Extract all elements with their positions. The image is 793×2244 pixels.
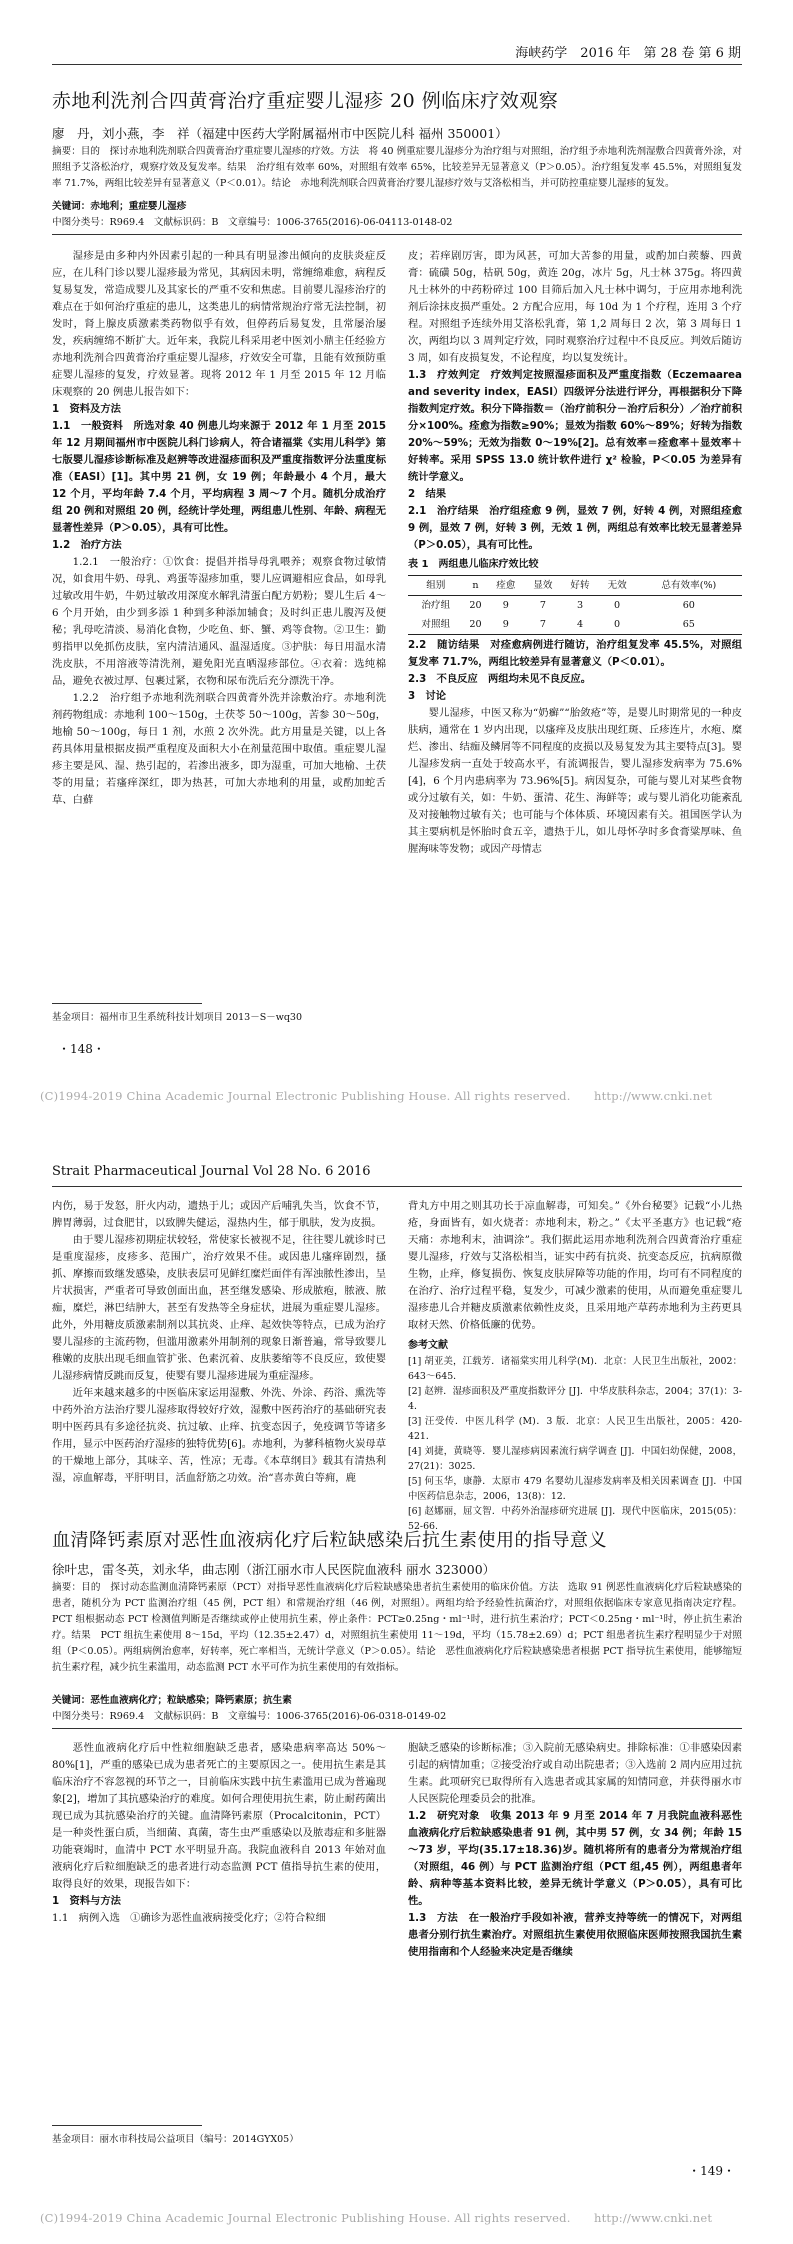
body-paragraph: 恶性血液病化疗后中性粒细胞缺乏患者，感染患病率高达 50%～80%[1]，严重的感染已成为患者死亡的主要原因之一。使用抗生素是其临床治疗不容忽视的环节之一，目前临床实践中抗生素滥用已成为普遍现象[2]，增加了其抗感染治疗的难度。如何合理使用抗生素，防止耐药菌出现已成为其抗感染治疗的关键。血清降钙素原（Procalcitonin，PCT）是一种炎性蛋白质，当细菌、真菌，寄生虫严重感染以及脓毒症和多脏器功能衰竭时，血清中 PCT 水平明显升高。我院血液科自 2013 年始对血液病化疗后粒细胞缺乏的患者进行动态监测 PCT 值指导抗生素的使用，取得良好的效果，现报告如下： xyxy=(52,1742,386,1890)
table-header-cell: 痊愈 xyxy=(487,576,524,596)
body-paragraph: 内伤，易于发怒，肝火内动，遗热于儿；或因产后哺乳失当，饮食不节，脾胃薄弱，过食肥甘，以致脾失健运，湿热内生，郁于肌肤，发为皮损。 xyxy=(52,1200,386,1229)
page-number: ・148・ xyxy=(58,1042,105,1056)
body-paragraph: 胞缺乏感染的诊断标准；③入院前无感染病史。排除标准：①非感染因素引起的病情加重；②接受治疗或自动出院患者；③入选前 2 周内应用过抗生素。此项研究已取得所有入选患者或其家属的知情同意，并获得丽水市人民医院伦理委员会的批准。 xyxy=(408,1742,742,1805)
section-heading-paragraph: 1 资料及方法 xyxy=(52,403,121,415)
header-rule xyxy=(52,1186,742,1187)
table-cell: 治疗组 xyxy=(421,600,451,611)
footnote: 基金项目：丽水市科技局公益项目（编号：2014GYX05） xyxy=(52,2134,299,2145)
section-heading-paragraph: 2.3 不良反应 两组均未见不良反应。 xyxy=(408,673,591,685)
abstract-rule xyxy=(52,234,742,235)
left-column xyxy=(52,1198,386,1510)
right-column xyxy=(408,1198,742,1534)
table-cell: 7 xyxy=(524,615,561,635)
table-cell: 60 xyxy=(682,600,695,611)
footnote-rule xyxy=(52,2125,202,2126)
reference-item: [1] 胡亚美，江载芳．诸福棠实用儿科学(M)．北京：人民卫生出版社，2002：643～645． xyxy=(408,1356,742,1382)
right-column xyxy=(408,248,742,858)
article-title: 血清降钙素原对恶性血液病化疗后粒缺感染后抗生素使用的指导意义 xyxy=(52,1530,607,1551)
body-paragraph: 1.1 病例入选 ①确诊为恶性血液病接受化疗；②符合粒细 xyxy=(52,1912,326,1924)
abstract: 摘要：目的 探讨动态监测血清降钙素原（PCT）对指导恶性血液病化疗后粒缺感染患者抗生素使用的临床价值。方法 选取 91 例恶性血液病化疗后粒缺感染的患者，随机分为 PCT 监测治疗组（45 例，PCT 组）和常规治疗组（46 例，对照组）。两组均给予经验性抗菌治疗，对照组依据临床专家意见指南决定疗程。PCT 组根据动态 PCT 检测值判断是否继续或停止使用抗生素，停止条件：PCT≥0.25ng・ml⁻¹时，进行抗生素治疗；PCT＜0.25ng・ml⁻¹时，停止抗生素治疗。结果 PCT 组抗生素使用 8～15d，平均（12.35±2.47）d，对照组抗生素使用 11～19d，平均（15.78±2.69）d；PCT 组患者抗生素疗程明显少于对照组（P＜0.05）。两组病例治愈率，好转率，死亡率相当，无统计学意义（P＞0.05）。结论 恶性血液病化疗后粒缺感染患者根据 PCT 指导抗生素使用，能够缩短抗生素疗程，减少抗生素滥用，动态监测 PCT 水平可作为抗生素使用的有效指标。 xyxy=(52,1582,742,1673)
reference-item: [5] 何玉华，康静．太原市 479 名婴幼儿湿疹发病率及相关因素调查 [J]．中国中医药信息杂志，2006，13(8)：12． xyxy=(408,1476,742,1502)
section-heading-paragraph: 2.2 随访结果 对痊愈病例进行随访，治疗组复发率 45.5%，对照组复发率 71.7%，两组比较差异有显著意义（P＜0.01）。 xyxy=(408,639,742,668)
section-heading-paragraph: 1.2 研究对象 收集 2013 年 9 月至 2014 年 7 月我院血液科恶性血液病化疗后粒缺感染患者 91 例，其中男 57 例，女 34 例；年龄 15～73 岁，平均(35.17±18.36)岁。随机将所有的患者分为常规治疗组（对照组，46 例）与 PCT 监测治疗组（PCT 组,45 例），两组患者年龄、病种等基本资料比较，差异无统计学意义（P＞0.05），具有可比性。 xyxy=(408,1810,742,1907)
efficacy-table xyxy=(408,575,742,635)
body-paragraph: 近年来越来越多的中医临床家运用湿敷、外洗、外涂、药浴、熏洗等中药外治方法治疗婴儿湿疹取得较好疗效，湿敷中医药治疗的基础研究表明中医药具有多途径抗炎、抗过敏、止痒、抗变态因子，免疫调节等诸多作用，显示中医药治疗湿疹的独特优势[6]。赤地利，为蓼科植物火炭母草的干燥地上部分，其味辛、苦，性凉；无毒。《本草纲目》载其有清热利湿，凉血解毒，平肝明目，活血舒筋之功效。治“喜赤黄白等痈，鹿 xyxy=(52,1387,386,1484)
classification: 中图分类号：R969.4 文献标识码：B 文章编号：1006-3765(2016)-06-0318-0149-02 xyxy=(52,1711,447,1722)
body-paragraph: 皮；若痒剧厉害，即为风甚，可加大苦参的用量，或酌加白蒺藜、四黄膏：硫磺 50g，枯矾 50g，黄连 20g，冰片 5g，凡士林 375g。将四黄凡士林外的中药粉碎过 100 目筛后加入凡士林中调匀，于应用赤地利洗剂后涂抹皮损严重处。2 方配合应用，每 10d 为 1 个疗程，连用 3 个疗程。对照组予连续外用艾洛松乳膏，第 1,2 周每日 2 次，第 3 周每日 1 次，两组均以 3 周判定疗效，同时观察治疗过程中不良反应。判效后随访 3 周，如有皮损复发，不论程度，均以复发统计。 xyxy=(408,250,742,364)
classification: 中图分类号：R969.4 文献标识码：B 文章编号：1006-3765(2016)-06-04113-0148-02 xyxy=(52,217,453,228)
section-heading-paragraph: 1 资料与方法 xyxy=(52,1895,121,1907)
left-column-2 xyxy=(52,1740,386,2120)
table-header-cell: 总有效率(%) xyxy=(636,576,742,596)
reference-item: [6] 赵娜丽，屈文智．中药外治湿疹研究进展 [J]．现代中医临床，2015(05)：52-66. xyxy=(408,1506,742,1532)
references xyxy=(408,1354,742,1534)
table-cell: 3 xyxy=(576,600,584,611)
watermark: (C)1994-2019 China Academic Journal Electronic Publishing House. All rights reserved. http://www.cnki.net xyxy=(40,1089,713,1103)
article-authors: 廖 丹，刘小燕，李 祥（福建中医药大学附属福州市中医院儿科 福州 350001） xyxy=(52,126,508,141)
table-cell: 0 xyxy=(614,600,621,611)
table-row xyxy=(408,615,742,635)
keywords: 关键词：恶性血液病化疗；粒缺感染；降钙素原；抗生素 xyxy=(52,1695,292,1706)
table-cell: 20 xyxy=(464,615,488,635)
section-heading-paragraph: 1.2 治疗方法 xyxy=(52,539,122,551)
left-column xyxy=(52,248,386,998)
page-149 xyxy=(0,1122,793,2244)
header-rule xyxy=(52,64,742,65)
article-title: 赤地利洗剂合四黄膏治疗重症婴儿湿疹 20 例临床疗效观察 xyxy=(52,90,559,112)
body-paragraph: 湿疹是由多种内外因素引起的一种具有明显渗出倾向的皮肤炎症反应，在儿科门诊以婴儿湿疹最为常见，其病因未明，常缠绵难愈，病程反复易复发，常造成婴儿及其家长的严重不安和焦虑。目前婴儿湿疹治疗的难点在于如何治疗重症的患儿，这类患儿的病情常规治疗常无法控制，初发时，肾上腺皮质激素类药物似乎有效，但停药后易复发，且常屡治屡发，疾病缠绵不断扩大。近年来，我院儿科采用老中医刘小鼎主任经验方赤地利洗剂合四黄膏治疗重症婴儿湿疹，疗效安全可靠，且能有效预防重症婴儿湿疹的复发，疗效显著。现将 2012 年 1 月至 2015 年 12 月临床观察的 20 例患儿报告如下： xyxy=(52,250,386,398)
footnote: 基金项目：福州市卫生系统科技计划项目 2013－S－wq30 xyxy=(52,1012,303,1023)
section-heading-paragraph: 2.1 治疗结果 治疗组痊愈 9 例，显效 7 例，好转 4 例，对照组痊愈 9 例，显效 7 例，好转 3 例，无效 1 例，两组总有效率比较无显著差异（P＞0.05），具有可比性。 xyxy=(408,505,742,551)
section-heading-paragraph: 1.3 疗效判定 疗效判定按照湿疹面积及严重度指数（Eczemaarea and severity index，EASI）四级评分法进行评分，再根据积分下降指数判定疗效。积分下降指数＝（治疗前积分－治疗后积分）／治疗前积分×100%。痊愈为指数≥90%；显效为指数 60%～89%；好转为指数 20%～59%；无效为指数 0～19%[2]。总有效率＝痊愈率＋显效率＋好转率。采用 SPSS 13.0 统计软件进行 χ² 检验，P＜0.05 为差异有统计学意义。 xyxy=(408,369,742,483)
reference-item: [2] 赵辨．湿疹面积及严重度指数评分 [J]．中华皮肤科杂志，2004；37(1)：3-4． xyxy=(408,1386,742,1412)
table-cell: 对照组 xyxy=(408,615,464,635)
abstract-rule xyxy=(52,1728,742,1729)
body-paragraph: 婴儿湿疹，中医又称为“奶癣”“胎敛疮”等，是婴儿时期常见的一种皮肤病，通常在 1 岁内出现，以瘙痒及皮肤出现红斑、丘疹连片，水疱、糜烂、渗出、结痂及鳞屑等不同程度的皮损以及易复发为其主要特点[3]。婴儿湿疹发病一直处于较高水平，有流调报告，婴儿湿疹发病率为 75.6%[4]，6 个月内患病率为 73.96%[5]。病因复杂，可能与婴儿对某些食物或分过敏有关，如：牛奶、蛋清、花生、海鲜等；或与婴儿消化功能紊乱及对接触物过敏有关；也可能与个体体质、环境因素有关。祖国医学认为其主要病机是怀胎时食五辛，遗热于儿，如儿母怀孕时多食膏粱厚味、鱼腥海味等发物；或因产母情志 xyxy=(408,707,742,855)
abstract: 摘要：目的 探讨赤地利洗剂联合四黄膏治疗重症婴儿湿疹的疗效。方法 将 40 例重症婴儿湿疹分为治疗组与对照组，治疗组予赤地利洗剂湿敷合四黄膏外涂，对照组予艾洛松治疗，观察疗效及复发率。结果 治疗组有效率 60%，对照组有效率 65%，比较差异无显著意义（P＞0.05）。治疗组复发率 45.5%，对照组复发率 71.7%，两组比较差异有显著意义（P＜0.01）。结论 赤地利洗剂联合四黄膏治疗婴儿湿疹疗效与艾洛松相当，并可防控重症婴儿湿疹的复发。 xyxy=(52,146,742,189)
section-heading-paragraph: 3 讨论 xyxy=(408,690,447,702)
body-paragraph: 背丸方中用之则其功长于凉血解毒，可知矣。”《外台秘要》记载“小儿热疮，身面皆有，如火烧者：赤地利末，粉之。”《太平圣惠方》也记载“疮天痛：赤地利末，油调涂”。我们据此运用赤地利洗剂合四黄膏治疗重症婴儿湿疹，疗效与艾洛松相当，证实中药有抗炎、抗变态反应，抗病原微生物，止痒，修复损伤、恢复皮肤屏障等功能的作用，均可有不同程度的在治疗、治疗过程平稳，复发少，可减少激素的使用，从而避免重症婴儿湿疹患儿合并糖皮质激素依赖性皮炎，且采用地产草药赤地利为主药更具取材天然、价格低廉的优势。 xyxy=(408,1200,742,1331)
footnote-rule xyxy=(52,1003,202,1004)
table-cell: 7 xyxy=(539,600,546,611)
table-header-cell: 显效 xyxy=(524,576,561,596)
article-authors: 徐叶忠，雷冬英，刘永华，曲志刚（浙江丽水市人民医院血液科 丽水 323000） xyxy=(52,1562,496,1577)
table-cell: 20 xyxy=(469,600,482,611)
body-paragraph: 1.2.2 治疗组予赤地利洗剂联合四黄膏外洗并涂敷治疗。赤地利洗剂药物组成：赤地利 100～150g，土茯苓 50～100g，苦参 30～50g，地榆 50～100g，每日 1 剂，水煎 2 次外洗。此方用量是关键，以上各药具体用量根据皮损严重程度及面积大小在剂量范围中取值。重症婴儿湿疹主要是风、湿、热引起的，若渗出液多，即为湿重，可加大地榆、土茯苓的用量；若瘙痒深红，即为热甚，可加大赤地利的用量，或酌加蛇舌草、白蘚 xyxy=(52,692,386,806)
table-cell: 65 xyxy=(636,615,742,635)
section-heading-paragraph: 1.1 一般资料 所选对象 40 例患儿均来源于 2012 年 1 月至 2015 年 12 月期间福州市中医院儿科门诊病人，符合诸福棠《实用儿科学》第七版婴儿湿疹诊断标准及赵辨等改进湿疹面积及严重度指数评分法重度标准（EASI）[1]。其中男 21 例，女 19 例；年龄最小 4 个月，最大 12 个月，平均年龄 7.4 个月，平均病程 3 周～7 个月。随机分成治疗组 20 例和对照组 20 例，经统计学处理，两组患儿性别、年龄、病程无显著性差异（P＞0.05），具有可比性。 xyxy=(52,420,386,534)
table-cell: 4 xyxy=(561,615,598,635)
section-heading-paragraph: 1.3 方法 在一般治疗手段如补液，营养支持等统一的情况下，对两组患者分别行抗生素治疗。对照组抗生素使用依照临床医师按照我国抗生素使用指南和个人经验来决定是否继续 xyxy=(408,1912,742,1958)
keywords: 关键词：赤地利；重症婴儿湿疹 xyxy=(52,201,187,212)
table-cell: 9 xyxy=(487,615,524,635)
table-header-cell: n xyxy=(464,576,488,596)
section-heading-paragraph: 2 结果 xyxy=(408,488,447,500)
table-header-cell: 好转 xyxy=(561,576,598,596)
reference-item: [3] 汪受传．中医儿科学 (M)．3 版．北京：人民卫生出版社，2005：420-421． xyxy=(408,1416,742,1442)
table-header-row xyxy=(408,576,742,596)
table-caption: 表 1 两组患儿临床疗效比较 xyxy=(408,559,539,570)
table-header-cell: 无效 xyxy=(599,576,636,596)
reference-item: [4] 刘捷，黄晓等．婴儿湿疹病因素流行病学调查 [J]．中国妇幼保健，2008，27(21)：3025． xyxy=(408,1446,742,1472)
watermark: (C)1994-2019 China Academic Journal Electronic Publishing House. All rights reserved. http://www.cnki.net xyxy=(40,2211,713,2225)
journal-header: 海峡药学 2016 年 第 28 卷 第 6 期 xyxy=(515,46,741,61)
body-paragraph: 1.2.1 一般治疗：①饮食：提倡并指导母乳喂养；观察食物过敏情况，如食用牛奶、母乳、鸡蛋等湿疹加重，婴儿应调避相应食品，如母乳过敏改用牛奶，牛奶过敏改用深度水解乳清蛋白配方奶粉；婴儿生后 4～6 个月开始，由少到多添 1 种到多种添加辅食；及时纠正患儿腹泻及便秘；乳母吃清淡、易消化食物，少吃鱼、虾、蟹、鸡等食物。②卫生：勤剪指甲以免抓伤皮肤，室内清洁通风、温湿适度。③护肤：每日用温水清洗皮肤，不用溶液等清洗剂，避免阳光直晒湿疹部位。④衣着：选纯棉品，避免衣被过厚、包裹过紧，衣物和尿布洗后充分漂洗干净。 xyxy=(52,556,386,687)
journal-header: Strait Pharmaceutical Journal Vol 28 No. 6 2016 xyxy=(52,1164,371,1179)
table-cell: 9 xyxy=(502,600,509,611)
right-column-2 xyxy=(408,1740,742,1961)
page-number: ・149・ xyxy=(688,2164,735,2178)
table-header-cell: 组别 xyxy=(408,576,464,596)
table-cell: 0 xyxy=(599,615,636,635)
body-paragraph: 由于婴儿湿疹初期症状较轻，常使家长被视不足，往往婴儿就诊时已是重度湿疹，皮疹多、范围广，治疗效果不佳。或因患儿瘙痒剧烈，搔抓、摩擦而致继发感染，皮肤表层可见鲜红糜烂面伴有浑浊脓性渗出，呈片状损害，严重者可导致创面出血，甚至继发感染、形成脓疱，脓液、脓痂，糜烂，淋巴结肿大，甚至有发热等全身症状，进展为重症婴儿湿疹。此外，外用糖皮质激素制剂以其抗炎、止痒、起效快等特点，已成为治疗婴儿湿疹的主流药物，但滥用激素外用制剂的现象日渐普遍，常导致婴儿稚嫩的皮肤出现毛细血管扩张、色素沉着、皮肤萎缩等不良反应，致使婴儿湿疹病情反跳而反复，使婴有婴儿湿疹进展为重症湿疹。 xyxy=(52,1234,386,1382)
references-title: 参考文献 xyxy=(408,1340,448,1351)
table-row xyxy=(408,596,742,616)
